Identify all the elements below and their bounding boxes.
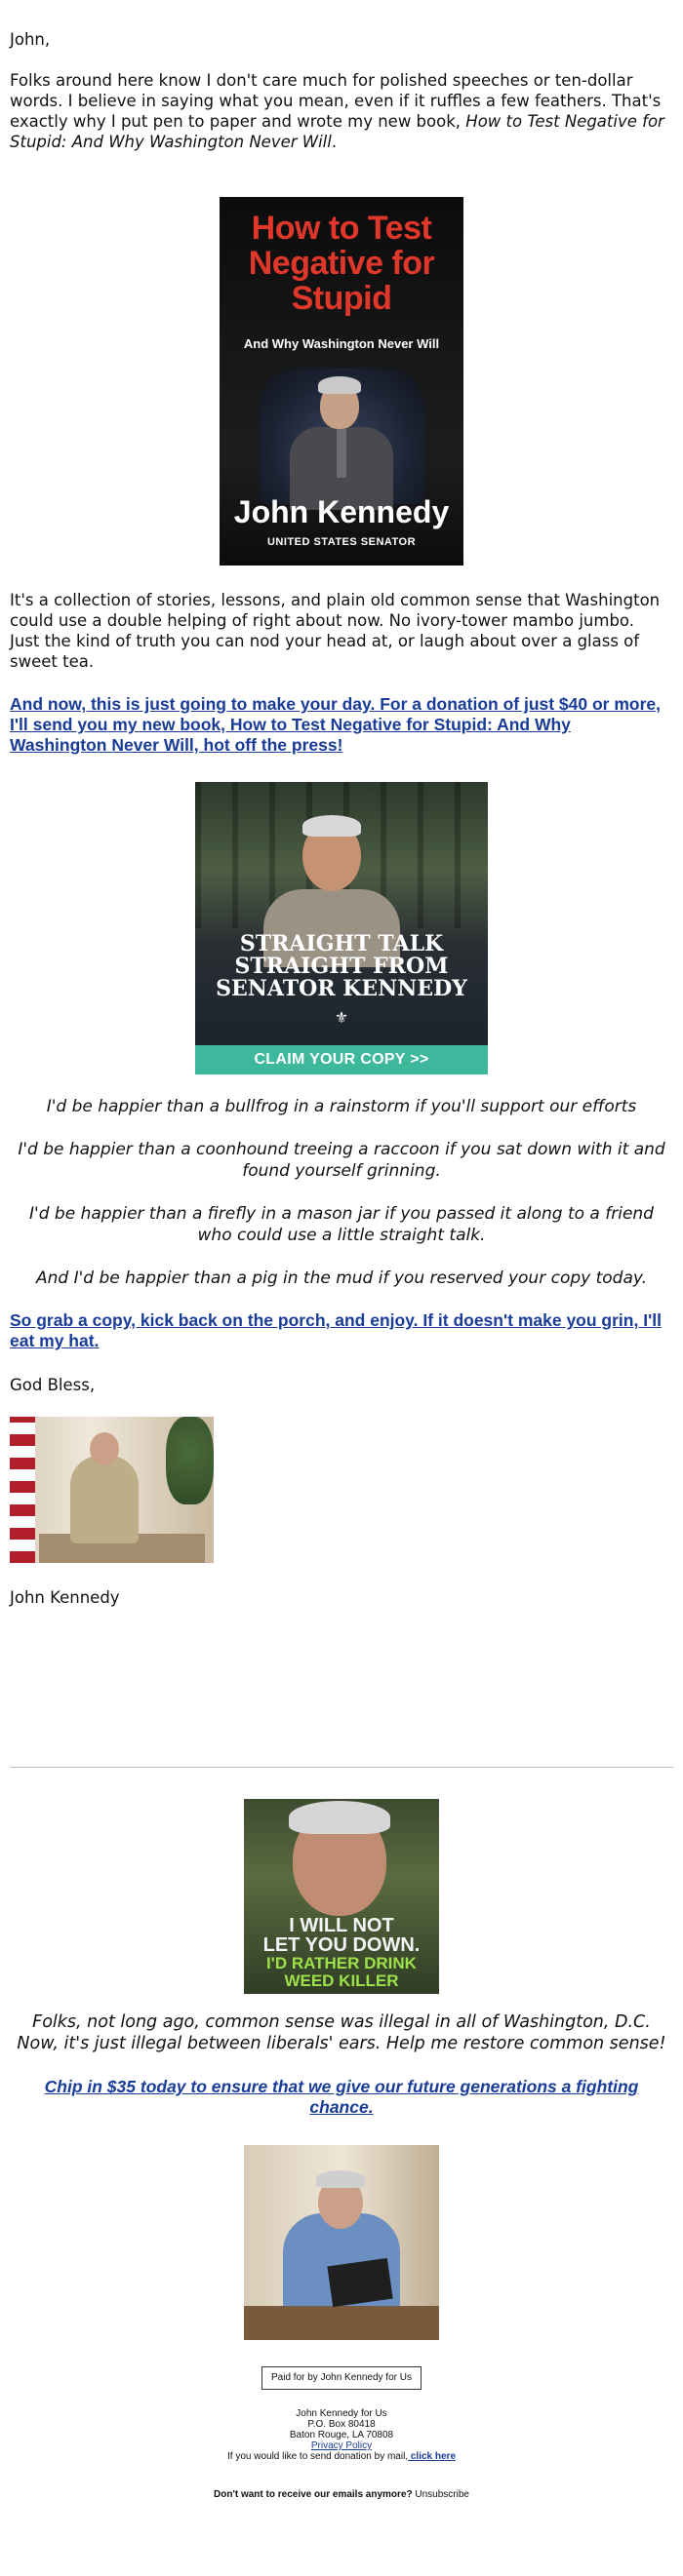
ps-image[interactable]: [244, 1799, 439, 1994]
hair-shape: [302, 815, 361, 837]
footer-po-box: P.O. Box 80418: [307, 2419, 376, 2430]
hair-shape: [318, 376, 361, 394]
table-shape: [244, 2306, 439, 2340]
intro-text: Folks around here know I don't care much for polished speeches or ten-dollar words. I believe in saying what you mean, even if it ruffles a few feathers. That's exactly why I put pen to paper and wrote my new book,: [10, 71, 662, 131]
ps-text: Folks, not long ago, common sense was illegal in all of Washington, D.C. Now, it's just illegal between liberals' ears. Help me restore common sense!: [17, 2012, 666, 2053]
ps-image-line-4: WEED KILLER: [284, 1971, 399, 1990]
fleur-de-lis-icon: ⚜: [334, 1008, 349, 1027]
tie-shape: [337, 429, 346, 478]
book-cover-image[interactable]: [220, 197, 463, 566]
cta-link-grin[interactable]: So grab a copy, kick back on the porch, and enjoy. If it doesn't make you grin, I'll eat my hat.: [10, 1310, 662, 1350]
person-shape: [70, 1456, 139, 1543]
claim-copy-button[interactable]: CLAIM YOUR COPY >>: [195, 1045, 488, 1074]
promo-headline: [195, 933, 488, 1000]
book-cover-title: How to Test Negative for Stupid: [248, 210, 435, 317]
ps-image-line-3: I'D RATHER DRINK: [266, 1954, 417, 1972]
ps-image-text-green: [244, 1955, 439, 1990]
mail-click-here-link[interactable]: click here: [408, 2451, 457, 2462]
promo-line-2: STRAIGHT FROM: [234, 954, 449, 979]
book-cover-author: John Kennedy: [233, 494, 450, 529]
promo-line-1: STRAIGHT TALK: [239, 931, 444, 956]
footer-address: [0, 2408, 683, 2462]
paid-for-box: Paid for by John Kennedy for Us: [261, 2366, 422, 2390]
sign-off: God Bless,: [10, 1376, 96, 1394]
tablet-shape: [327, 2258, 392, 2307]
happier-line-4: And I'd be happier than a pig in the mud if you reserved your copy today.: [35, 1268, 648, 1288]
cta-link-book[interactable]: And now, this is just going to make your day. For a donation of just $40 or more, I'll send you my new book, How to Test Negative for Stupid: And Why Washington Never Will, hot off the press!: [10, 694, 662, 755]
signature-photo: [10, 1417, 214, 1563]
intro-book-title: How to Test Negative for Stupid: And Why Washington Never Will: [10, 112, 664, 151]
unsubscribe-question: Don't want to receive our emails anymore?: [214, 2489, 413, 2500]
unsubscribe-line: [0, 2489, 683, 2500]
happier-line-1: I'd be happier than a bullfrog in a rainstorm if you'll support our efforts: [46, 1097, 637, 1116]
ps-image-text-white: [244, 1916, 439, 1955]
book-cover-subtitle: And Why Washington Never Will: [243, 336, 440, 351]
promo-image-claim-copy[interactable]: [195, 782, 488, 1074]
intro-end: .: [331, 133, 338, 151]
greeting: John,: [10, 30, 51, 49]
happier-line-2: I'd be happier than a coonhound treeing a raccoon if you sat down with it and found yourself grinning.: [18, 1140, 665, 1181]
footer-city: Baton Rouge, LA 70808: [289, 2430, 394, 2440]
privacy-policy-link[interactable]: Privacy Policy: [310, 2440, 373, 2451]
hair-shape: [316, 2170, 365, 2188]
footer-org: John Kennedy for Us: [296, 2408, 387, 2419]
intro-paragraph: [10, 70, 668, 152]
head-shape: [90, 1432, 119, 1465]
happier-line-3: I'd be happier than a firefly in a mason jar if you passed it along to a friend who could use a little straight talk.: [29, 1204, 654, 1245]
ps-image-line-1: I WILL NOT: [289, 1915, 394, 1936]
mail-text: If you would like to send donation by mail,: [226, 2451, 409, 2462]
plant-shape: [166, 1417, 214, 1504]
ps-image-line-2: LET YOU DOWN.: [262, 1934, 421, 1956]
desk-photo[interactable]: [244, 2145, 439, 2340]
ps-cta-link[interactable]: Chip in $35 today to ensure that we give our future generations a fighting chance.: [44, 2077, 639, 2117]
unsubscribe-link[interactable]: Unsubscribe: [412, 2489, 469, 2500]
divider: [10, 1767, 673, 1768]
promo-line-3: SENATOR KENNEDY: [216, 976, 467, 1001]
hair-shape: [289, 1801, 390, 1834]
american-flag-shape: [10, 1417, 35, 1563]
signature-name: John Kennedy: [10, 1588, 120, 1607]
book-cover-role: UNITED STATES SENATOR: [266, 536, 417, 548]
paragraph-two: It's a collection of stories, lessons, and plain old common sense that Washington could use a double helping of right about now. No ivory-tower mambo jumbo. Just the kind of truth you can nod your head at, or laugh about over a glass of sweet tea.: [10, 591, 661, 671]
footer-mail-line: [0, 2451, 683, 2462]
